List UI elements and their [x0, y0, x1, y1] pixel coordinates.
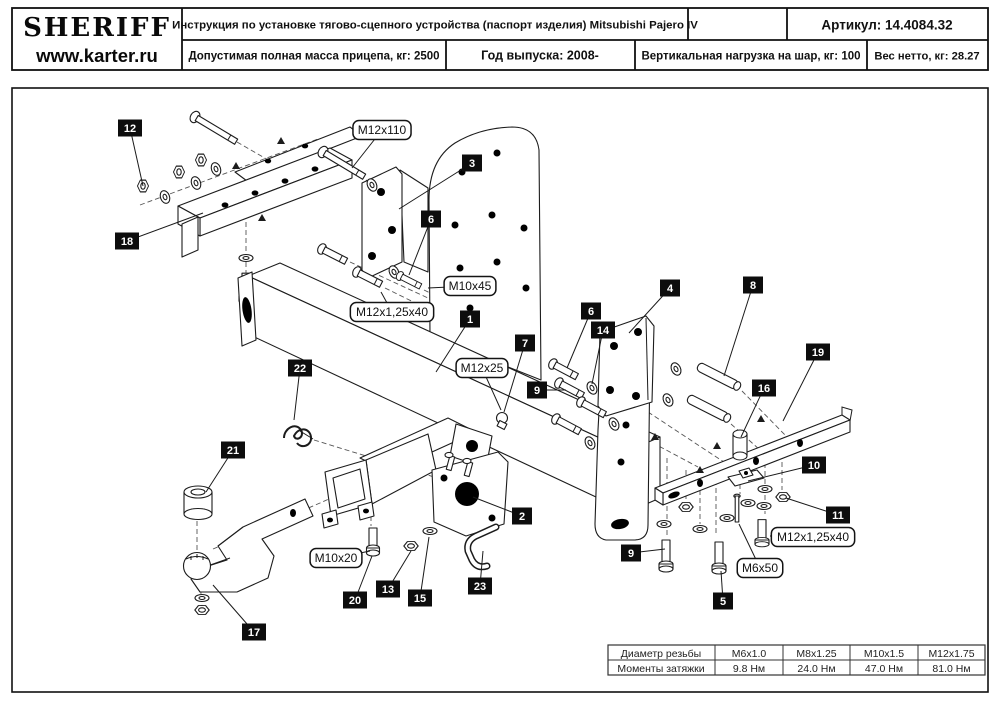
- ball-cap-21: [184, 486, 212, 520]
- part-label-text: M10x45: [448, 279, 492, 293]
- table-row-label: Моменты затяжки: [617, 663, 705, 675]
- instruction-title: Инструкция по установке тягово-сцепного устройства (паспорт изделия) Mitsubishi Pajero IV: [172, 19, 698, 32]
- torque-table: [608, 645, 985, 675]
- table-cell: M10x1.5: [863, 648, 905, 660]
- callout-number: 22: [293, 363, 307, 375]
- callout-number: 13: [381, 584, 395, 596]
- part-label-text: M6x50: [741, 561, 779, 575]
- callout-number: 21: [226, 445, 240, 457]
- trailer-mass: Допустимая полная масса прицепа, кг: 2500: [188, 50, 440, 63]
- brand-site-url: www.karter.ru: [36, 45, 158, 66]
- callout-number: 7: [521, 338, 529, 350]
- callout-number: 10: [807, 460, 821, 472]
- table-cell: M8x1.25: [796, 648, 837, 660]
- callout-number: 19: [811, 347, 825, 359]
- net-weight: Вес нетто, кг: 28.27: [874, 50, 980, 63]
- table-cell: 9.8 Нм: [732, 663, 766, 675]
- part-label-text: M12x1,25x40: [776, 530, 850, 544]
- table-cell: 47.0 Нм: [864, 663, 904, 675]
- table-cell: 81.0 Нм: [932, 663, 971, 675]
- brand-logo: SHERIFF: [23, 13, 171, 43]
- callout-number: 2: [518, 511, 526, 523]
- callout-number: 11: [832, 510, 844, 522]
- callout-number: 6: [427, 214, 435, 226]
- callout-number: 9: [627, 548, 635, 560]
- table-cell: M6x1.0: [731, 648, 767, 660]
- callout-number: 16: [757, 383, 771, 395]
- callout-number: 20: [348, 595, 362, 607]
- header-table: [12, 8, 988, 70]
- part-label-text: M12x1,25x40: [355, 305, 429, 319]
- article-number: Артикул: 14.4084.32: [821, 17, 953, 33]
- part-label-text: M12x25: [460, 361, 504, 375]
- callout-number: 4: [666, 283, 674, 295]
- callout-number: 5: [719, 596, 727, 608]
- part-label-text: M12x110: [357, 123, 407, 137]
- callout-number: 9: [533, 385, 541, 397]
- callout-number: 6: [587, 306, 595, 318]
- callout-number: 3: [468, 158, 476, 170]
- table-cell: M12x1.75: [928, 648, 975, 660]
- vertical-load: Вертикальная нагрузка на шар, кг: 100: [641, 50, 861, 63]
- callout-number: 1: [466, 314, 474, 326]
- callout-number: 23: [473, 581, 487, 593]
- part-label-text: M10x20: [314, 551, 358, 565]
- table-cell: 24.0 Нм: [797, 663, 836, 675]
- callout-number: 12: [123, 123, 137, 135]
- callout-number: 14: [596, 325, 610, 337]
- callout-number: 18: [120, 236, 134, 248]
- callout-number: 15: [413, 593, 427, 605]
- callout-number: 17: [247, 627, 261, 639]
- table-row-label: Диаметр резьбы: [620, 648, 702, 660]
- callout-number: 8: [749, 280, 757, 292]
- production-year: Год выпуска: 2008-: [481, 48, 599, 63]
